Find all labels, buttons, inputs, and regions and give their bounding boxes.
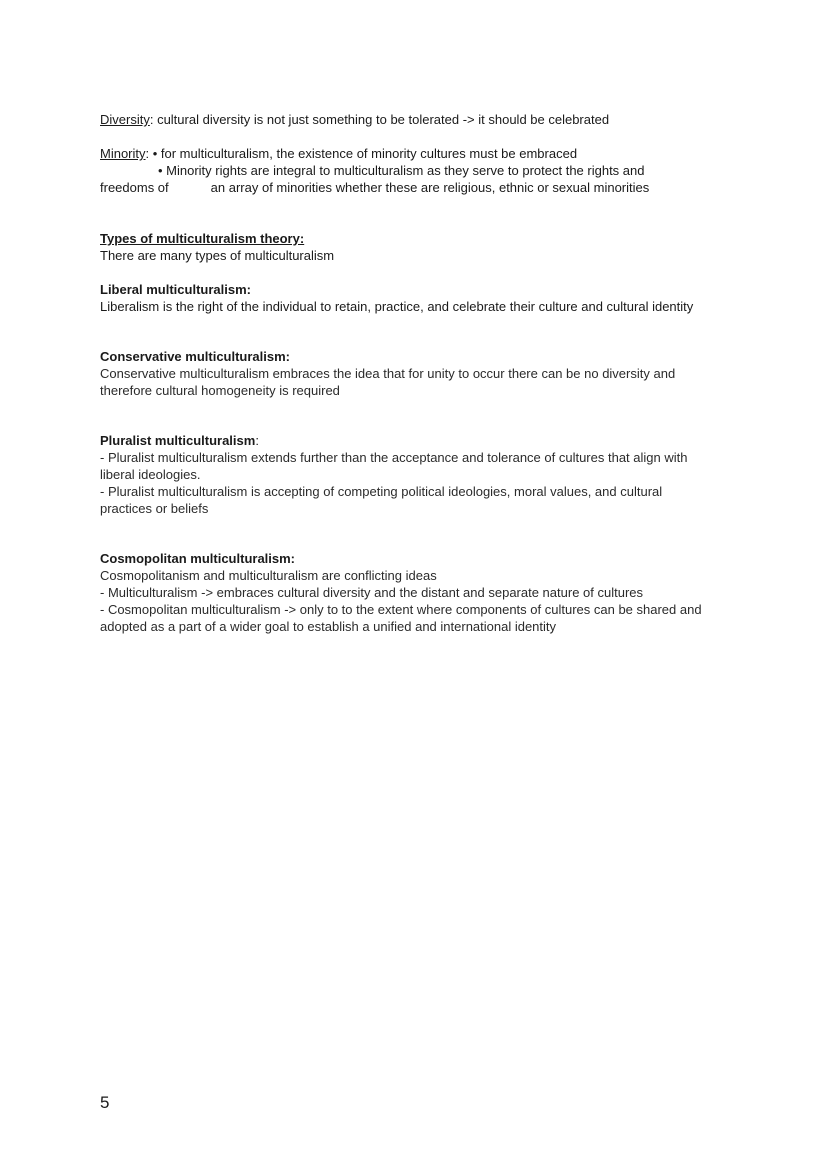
minority-continuation-b: an array of minorities whether these are religious, ethnic or sexual minorities [210,180,650,195]
minority-bullet-2: • Minority rights are integral to multiculturalism as they serve to protect the rights and [158,163,645,178]
minority-paragraph [100,145,740,196]
conservative-section [100,348,740,399]
cosmopolitan-text: Cosmopolitanism and multiculturalism are conflicting ideas [100,568,437,583]
page-number: 5 [100,1093,110,1112]
cosmopolitan-point-1: - Multiculturalism -> embraces cultural diversity and the distant and separate nature of cultures [100,585,644,600]
pluralist-heading: Pluralist multiculturalism [100,433,256,448]
pluralist-point-2: - Pluralist multiculturalism is accepting of competing political ideologies, moral values, and cultural practices or beliefs [100,484,663,516]
pluralist-heading-suffix: : [255,433,259,448]
diversity-text: : cultural diversity is not just something to be tolerated -> it should be celebrated [149,112,610,127]
types-text: There are many types of multiculturalism [100,248,335,263]
types-heading: Types of multiculturalism theory: [100,231,305,246]
document-page [100,111,740,635]
minority-continuation-a: freedoms of [100,180,169,195]
minority-bullet-1: : • for multiculturalism, the existence of minority cultures must be embraced [145,146,578,161]
minority-term: Minority [100,146,146,161]
cosmopolitan-section [100,550,740,635]
liberal-section [100,281,740,315]
diversity-term: Diversity [100,112,150,127]
liberal-heading: Liberal multiculturalism: [100,282,251,297]
conservative-text: Conservative multiculturalism embraces the idea that for unity to occur there can be no diversity and therefore cultural homogeneity is required [100,366,676,398]
liberal-text: Liberalism is the right of the individual to retain, practice, and celebrate their culture and cultural identity [100,299,694,314]
pluralist-section [100,432,740,517]
pluralist-point-1: - Pluralist multiculturalism extends further than the acceptance and tolerance of cultures that align with liberal ideologies. [100,450,688,482]
diversity-paragraph [100,111,740,128]
conservative-heading: Conservative multiculturalism: [100,349,290,364]
cosmopolitan-point-2: - Cosmopolitan multiculturalism -> only to to the extent where components of cultures can be shared and adopted as a part of a wider goal to establish a unified and international identity [100,602,702,634]
cosmopolitan-heading: Cosmopolitan multiculturalism: [100,551,296,566]
types-section [100,230,740,264]
